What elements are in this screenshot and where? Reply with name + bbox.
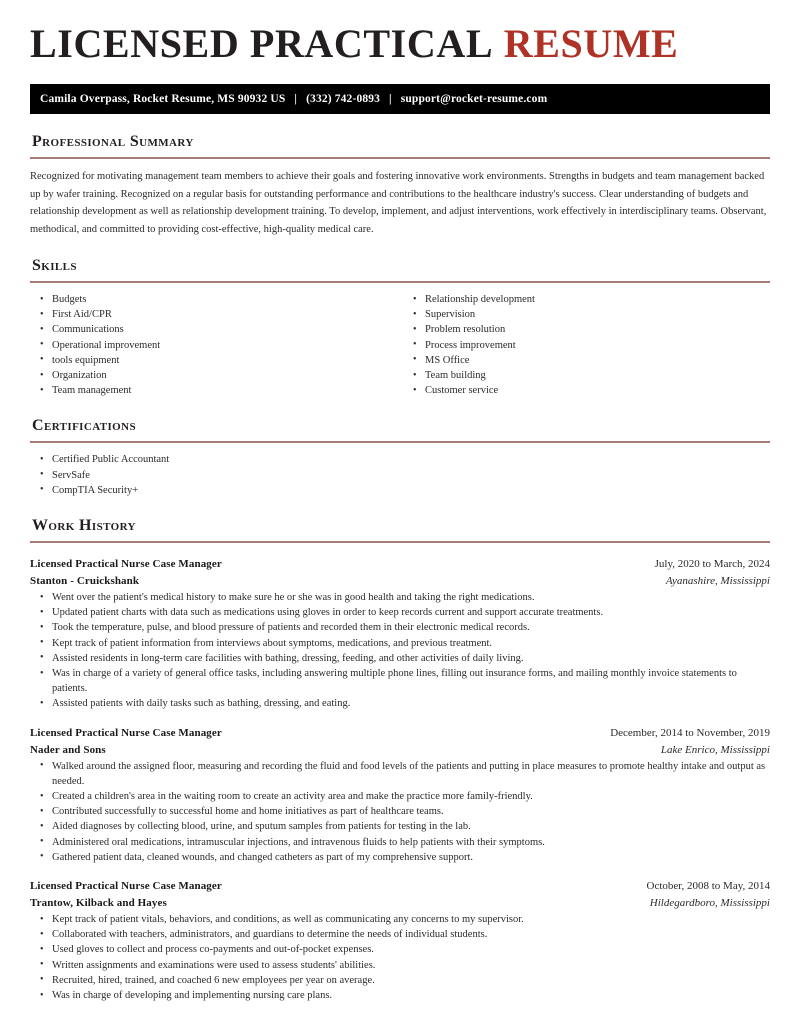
list-item: • Was in charge of a variety of general office tasks, including answering multiple phone lines, filling out insurance forms, and mailing monthly invoice statements to patients. <box>30 666 770 696</box>
skills-list-left <box>30 292 400 398</box>
job-bullets <box>30 912 770 1003</box>
page-title-primary: LICENSED PRACTICAL <box>30 21 494 66</box>
professional-summary-text: Recognized for motivating management team members to achieve their goals and fostering innovative work environments. Strengths in budgets and team management backed up by wafer training. Recognized on a regular basis for outstanding performance and contributions to the healthcare industry's success. Clear understanding of budgets and relationship development as well as relationship development training. To develop, implement, and adjust interventions, work effectively in interdisciplinary teams. Observant, methodical, and committed to providing cost-effective, high-quality medical care. <box>30 171 767 235</box>
work-history-entry <box>30 725 770 865</box>
job-title-row <box>30 878 770 895</box>
contact-address: Camila Overpass, Rocket Resume, MS 90932 US <box>40 93 286 105</box>
job-company-row <box>30 742 770 759</box>
list-item: • Updated patient charts with data such as medications using gloves in order to keep records current and support accurate treatments. <box>30 605 770 620</box>
list-item: • Supervision <box>403 307 770 322</box>
list-item: • Used gloves to collect and process co-payments and out-of-pocket expenses. <box>30 942 770 957</box>
job-bullets <box>30 590 770 712</box>
section-divider-professional-summary <box>30 157 770 159</box>
list-item: • Problem resolution <box>403 322 770 337</box>
section-skills <box>30 256 770 398</box>
list-item: • Kept track of patient vitals, behaviors, and conditions, as well as communicating any concerns to my supervisor. <box>30 912 770 927</box>
job-title: Licensed Practical Nurse Case Manager <box>30 558 222 571</box>
list-item: • Collaborated with teachers, administrators, and guardians to determine the needs of individual students. <box>30 927 770 942</box>
job-dates: December, 2014 to November, 2019 <box>610 726 770 739</box>
job-bullets <box>30 759 770 865</box>
job-company: Nader and Sons <box>30 743 106 756</box>
job-title-row <box>30 725 770 742</box>
work-history-entry <box>30 556 770 712</box>
job-location: Lake Enrico, Mississippi <box>660 743 770 756</box>
list-item: • Budgets <box>30 292 400 307</box>
contact-separator-2: | <box>389 93 392 105</box>
list-item: • CompTIA Security+ <box>30 483 770 498</box>
job-dates: July, 2020 to March, 2024 <box>654 558 770 571</box>
job-company: Stanton - Cruickshank <box>30 575 140 588</box>
list-item: • Walked around the assigned floor, measuring and recording the fluid and food levels of the patients and putting in place measures to promote healthy intake and output as needed. <box>30 759 770 789</box>
list-item: • Communications <box>30 322 400 337</box>
job-company: Trantow, Kilback and Hayes <box>30 897 167 910</box>
list-item: • Created a children's area in the waiting room to create an activity area and make the practice more family-friendly. <box>30 789 770 804</box>
list-item: • ServSafe <box>30 468 770 483</box>
list-item: • Written assignments and examinations were used to assess students' abilities. <box>30 958 770 973</box>
contact-separator-1: | <box>294 93 298 105</box>
list-item: • Gathered patient data, cleaned wounds, and changed catheters as part of my comprehensive support. <box>30 850 770 865</box>
list-item: • Aided diagnoses by collecting blood, urine, and sputum samples from patients for testing in the lab. <box>30 819 770 834</box>
section-divider-work-history <box>30 541 770 543</box>
list-item: • Was in charge of developing and implementing nursing care plans. <box>30 988 770 1003</box>
section-heading-certifications: Certifications <box>32 417 136 435</box>
skills-column-left <box>30 292 400 398</box>
skills-column-right <box>400 292 770 398</box>
list-item: • Assisted patients with daily tasks such as bathing, dressing, and eating. <box>30 696 770 711</box>
list-item: • Organization <box>30 368 400 383</box>
masthead <box>30 0 770 70</box>
section-divider-skills <box>30 281 770 283</box>
page-title-accent: RESUME <box>503 21 679 66</box>
contact-email[interactable]: support@rocket-resume.com <box>400 93 548 105</box>
list-item: • First Aid/CPR <box>30 307 400 322</box>
job-location: Ayanashire, Mississippi <box>665 575 770 588</box>
job-title: Licensed Practical Nurse Case Manager <box>30 726 222 739</box>
list-item: • Certified Public Accountant <box>30 452 770 467</box>
list-item: • Team building <box>403 368 770 383</box>
contact-bar <box>30 84 770 114</box>
job-title-row <box>30 556 770 573</box>
list-item: • Assisted residents in long-term care facilities with bathing, dressing, feeding, and other activities of daily living. <box>30 651 770 666</box>
job-dates: October, 2008 to May, 2014 <box>646 880 770 893</box>
list-item: • Operational improvement <box>30 338 400 353</box>
list-item: • Team management <box>30 383 400 398</box>
section-divider-certifications <box>30 441 770 443</box>
certifications-list <box>30 452 770 498</box>
list-item: • Recruited, hired, trained, and coached 6 new employees per year on average. <box>30 973 770 988</box>
list-item: • Contributed successfully to successful home and home initiatives as part of healthcare teams. <box>30 804 770 819</box>
section-heading-work-history: Work History <box>32 517 136 535</box>
page-title <box>30 22 770 66</box>
skills-list-right <box>403 292 770 398</box>
job-title: Licensed Practical Nurse Case Manager <box>30 880 222 893</box>
list-item: • tools equipment <box>30 353 400 368</box>
list-item: • Administered oral medications, intramuscular injections, and intravenous fluids to help patients with their symptoms. <box>30 835 770 850</box>
contact-phone[interactable]: (332) 742-0893 <box>306 93 381 105</box>
list-item: • Customer service <box>403 383 770 398</box>
contact-line <box>40 93 547 105</box>
section-heading-skills: Skills <box>32 257 77 274</box>
list-item: • Process improvement <box>403 338 770 353</box>
section-professional-summary <box>30 132 770 238</box>
list-item: • Kept track of patient information from interviews about symptoms, medications, and previous treatment. <box>30 636 770 651</box>
list-item: • Took the temperature, pulse, and blood pressure of patients and recorded them in their electronic medical records. <box>30 620 770 635</box>
list-item: • MS Office <box>403 353 770 368</box>
skills-columns <box>30 292 770 398</box>
list-item: • Went over the patient's medical history to make sure he or she was in good health and taking the right medications. <box>30 590 770 605</box>
job-location: Hildegardboro, Mississippi <box>649 897 770 910</box>
section-work-history <box>30 516 770 1003</box>
section-certifications <box>30 416 770 498</box>
work-history-entry <box>30 878 770 1003</box>
job-company-row <box>30 895 770 912</box>
list-item: • Relationship development <box>403 292 770 307</box>
section-heading-professional-summary: Professional Summary <box>32 133 194 150</box>
job-company-row <box>30 573 770 590</box>
